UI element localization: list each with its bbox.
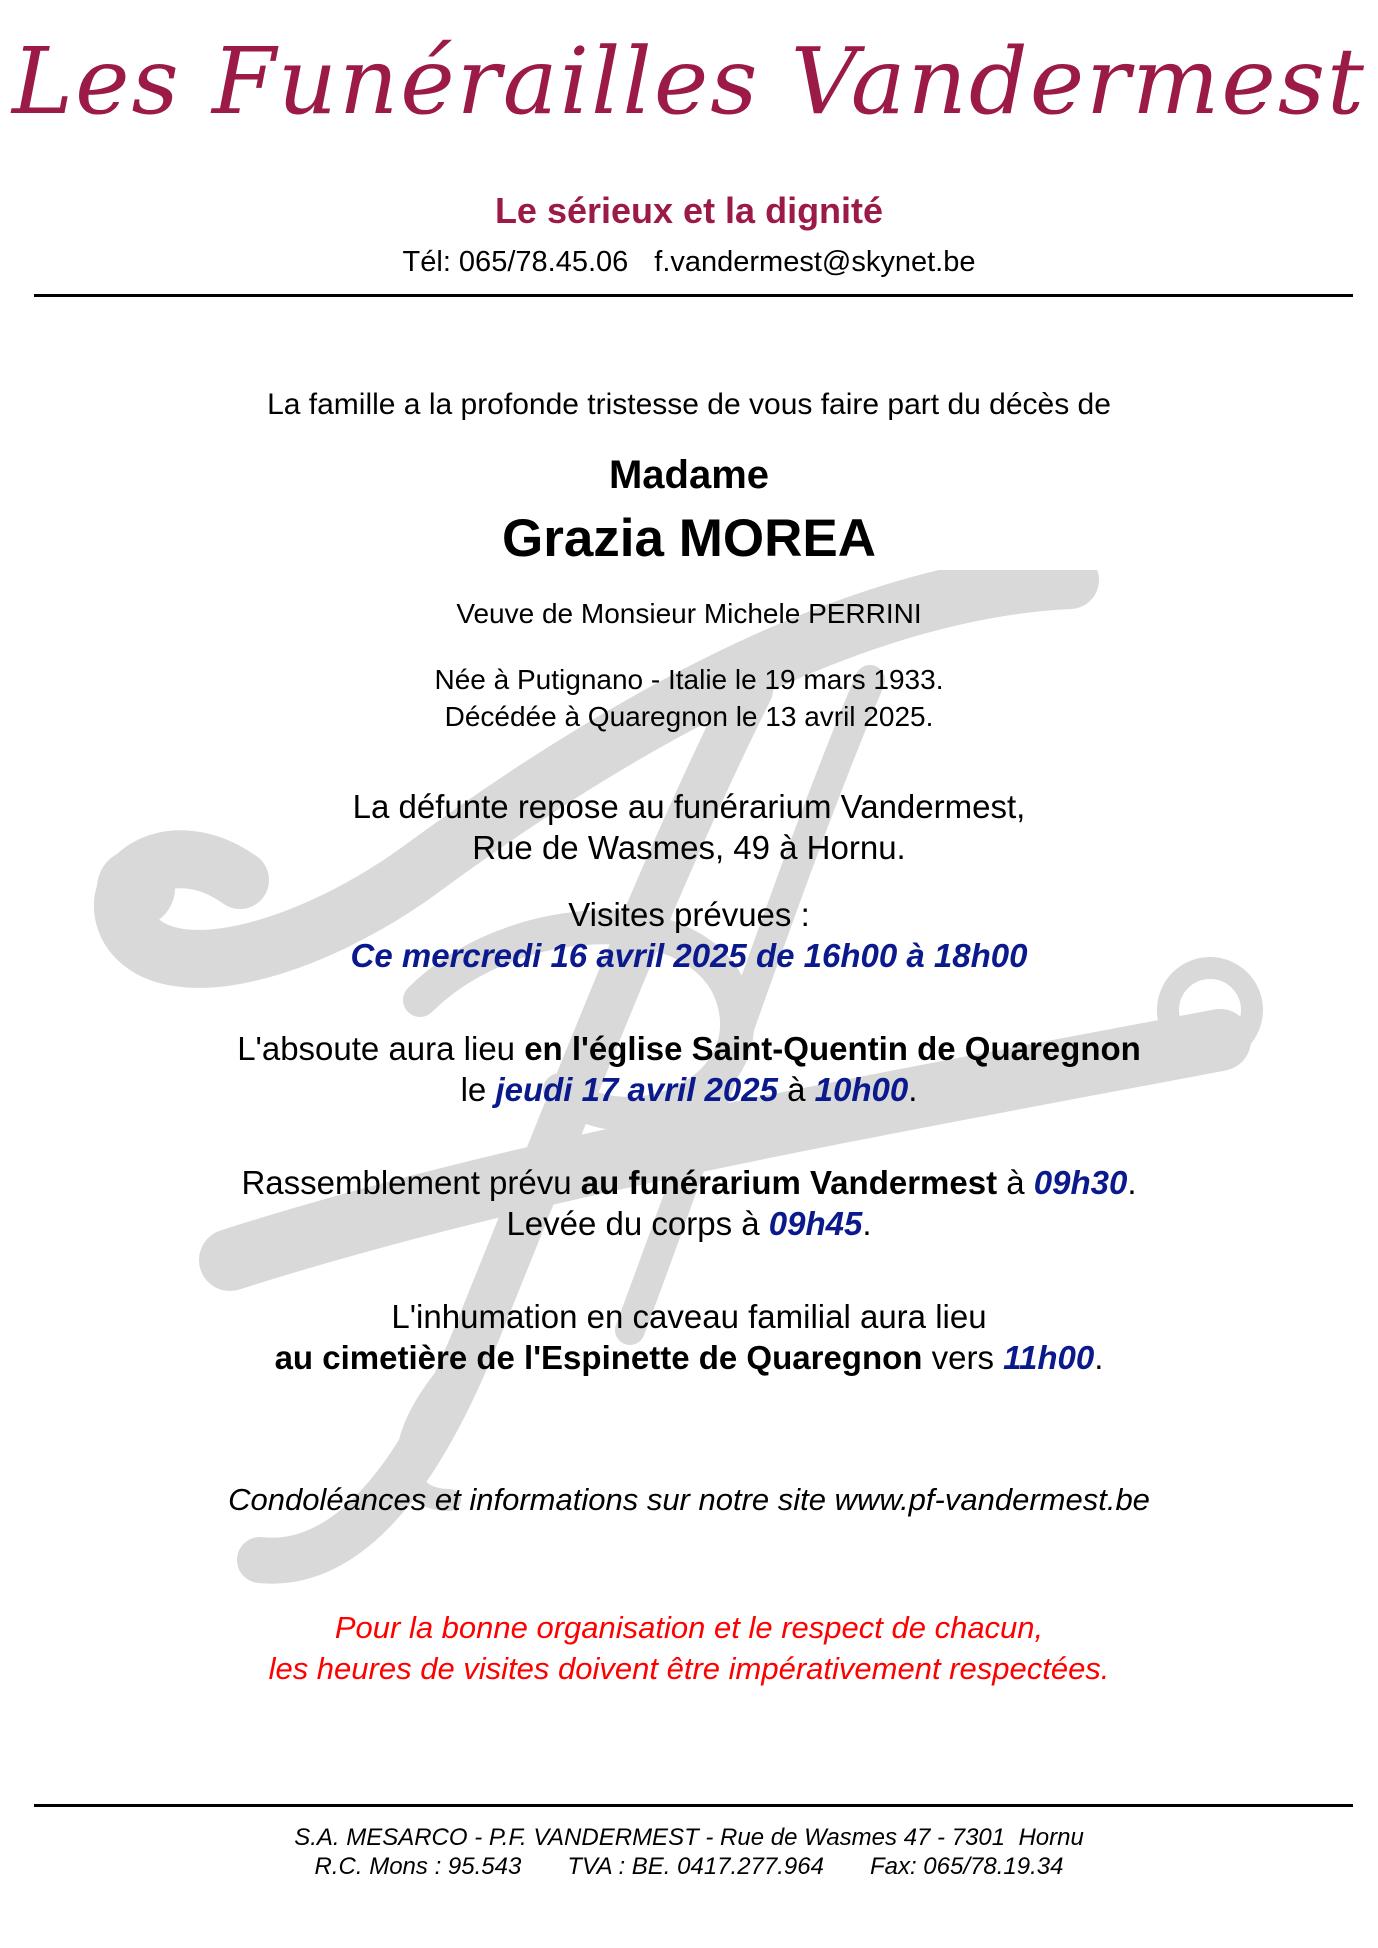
rest-place-line2: Rue de Wasmes, 49 à Hornu. xyxy=(472,829,906,866)
burial-line1: L'inhumation en caveau familial aura lieu xyxy=(391,1298,987,1335)
visits-time: Ce mercredi 16 avril 2025 de 16h00 à 18h00 xyxy=(350,937,1028,974)
notice-line2: les heures de visites doivent être impérativement respectées. xyxy=(268,1651,1110,1686)
burial-place: au cimetière de l'Espinette de Quaregnon xyxy=(274,1339,923,1376)
levee-line xyxy=(0,1205,1378,1243)
intro-text: La famille a la profonde tristesse de vous faire part du décès de xyxy=(267,388,1111,421)
absolution-a: à xyxy=(777,1071,815,1108)
absolution-line2 xyxy=(0,1071,1378,1109)
footer-company: S.A. MESARCO - P.F. VANDERMEST - Rue de Wasmes 47 - 7301 Hornu xyxy=(294,1824,1084,1851)
gathering-line xyxy=(0,1164,1378,1202)
absolution-line1 xyxy=(0,1030,1378,1068)
email-address: f.vandermest@skynet.be xyxy=(654,246,976,278)
levee-time: 09h45 xyxy=(768,1205,863,1242)
footer-divider xyxy=(34,1804,1353,1807)
gathering-prefix: Rassemblement prévu xyxy=(241,1164,581,1201)
visits-label: Visites prévues : xyxy=(568,896,810,933)
burial-line2 xyxy=(0,1339,1378,1377)
footer-tva: TVA : BE. 0417.277.964 xyxy=(567,1853,824,1880)
absolution-time: 10h00 xyxy=(814,1071,909,1108)
footer-rc: R.C. Mons : 95.543 xyxy=(314,1853,522,1880)
condolences-website: Condoléances et informations sur notre site www.pf-vandermest.be xyxy=(228,1482,1150,1517)
phone-number: Tél: 065/78.45.06 xyxy=(402,246,629,278)
gathering-place: au funérarium Vandermest xyxy=(580,1164,998,1201)
absolution-end: . xyxy=(908,1071,918,1108)
rest-place-line1: La défunte repose au funérarium Vandermest, xyxy=(352,788,1026,825)
header-divider xyxy=(34,294,1353,297)
notice-line1: Pour la bonne organisation et le respect de chacun, xyxy=(334,1610,1044,1645)
footer-fax: Fax: 065/78.19.34 xyxy=(869,1853,1064,1880)
gathering-time: 09h30 xyxy=(1033,1164,1128,1201)
burial-time: 11h00 xyxy=(1003,1339,1095,1376)
absolution-le: le xyxy=(460,1071,496,1108)
deceased-name: Grazia MOREA xyxy=(501,509,877,568)
death-info: Décédée à Quaregnon le 13 avril 2025. xyxy=(444,701,934,732)
absolution-place: en l'église Saint-Quentin de Quaregnon xyxy=(524,1030,1141,1067)
brand-slogan: Le sérieux et la dignité xyxy=(494,190,884,231)
absolution-prefix: L'absoute aura lieu xyxy=(237,1030,525,1067)
gathering-a: à xyxy=(997,1164,1034,1201)
widow-of: Veuve de Monsieur Michele PERRINI xyxy=(456,598,922,629)
brand-title: Les Funérailles Vandermest xyxy=(11,28,1367,135)
absolution-date: jeudi 17 avril 2025 xyxy=(495,1071,778,1108)
gathering-end: . xyxy=(1127,1164,1137,1201)
birth-info: Née à Putignano - Italie le 19 mars 1933. xyxy=(434,664,944,695)
burial-vers: vers xyxy=(922,1339,1004,1376)
deceased-title: Madame xyxy=(608,453,770,497)
footer-registry xyxy=(0,1853,1378,1881)
levee-prefix: Levée du corps à xyxy=(506,1205,769,1242)
burial-end: . xyxy=(1094,1339,1104,1376)
contact-line xyxy=(0,246,1378,279)
levee-end: . xyxy=(862,1205,872,1242)
